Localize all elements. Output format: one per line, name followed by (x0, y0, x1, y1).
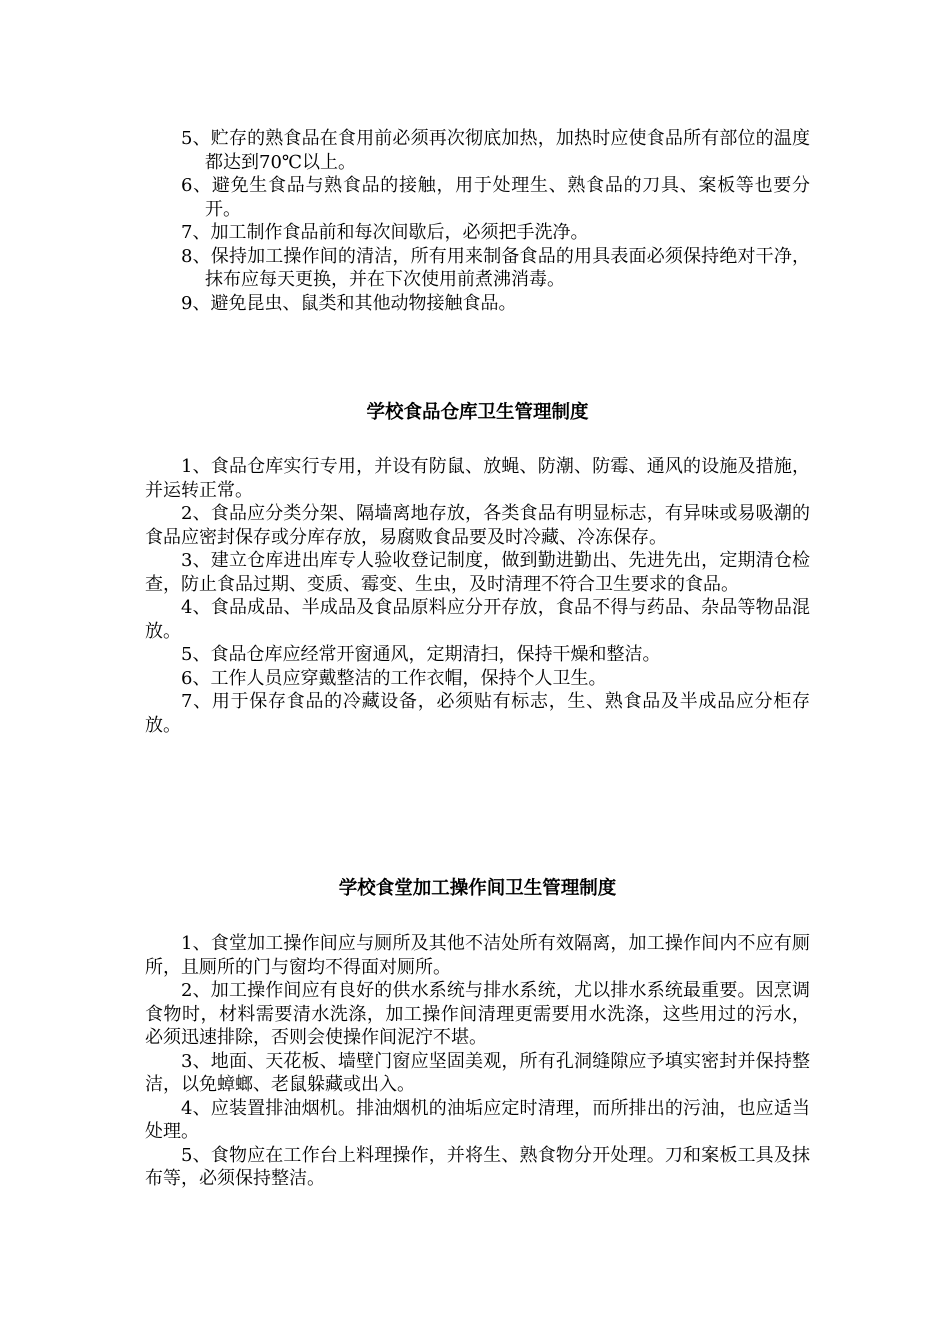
rule-item: 2、加工操作间应有良好的供水系统与排水系统，尤以排水系统最重要。因烹调食物时，材料需要清水洗涤，加工操作间清理更需要用水洗涤，这些用过的污水，必须迅速排除，否则会使操作间泥泞不堪。 (145, 980, 810, 1048)
rule-item: 5、食物应在工作台上料理操作，并将生、熟食物分开处理。刀和案板工具及抹布等，必须保持整洁。 (145, 1144, 810, 1189)
rule-item: 2、食品应分类分架、隔墙离地存放，各类食品有明显标志，有异味或易吸潮的食品应密封保存或分库存放，易腐败食品要及时冷藏、冷冻保存。 (145, 503, 810, 548)
processing-section-title: 学校食堂加工操作间卫生管理制度 (338, 878, 617, 899)
section-processing-rules (145, 932, 810, 1191)
rule-item: 9、避免昆虫、鼠类和其他动物接触食品。 (181, 292, 517, 314)
section-food-handling-rules (145, 127, 810, 315)
section-warehouse-rules (145, 455, 810, 737)
rule-item: 4、食品成品、半成品及食品原料应分开存放，食品不得与药品、杂品等物品混放。 (145, 597, 810, 642)
rule-item: 1、食堂加工操作间应与厕所及其他不洁处所有效隔离，加工操作间内不应有厕所，且厕所的门与窗均不得面对厕所。 (145, 933, 810, 978)
rule-item: 5、贮存的熟食品在食用前必须再次彻底加热，加热时应使食品所有部位的温度都达到70℃以上。 (181, 128, 810, 173)
rule-item: 6、工作人员应穿戴整洁的工作衣帽，保持个人卫生。 (181, 667, 607, 689)
warehouse-section-title: 学校食品仓库卫生管理制度 (366, 402, 589, 423)
rule-item: 3、建立仓库进出库专人验收登记制度，做到勤进勤出、先进先出，定期清仓检查，防止食品过期、变质、霉变、生虫，及时清理不符合卫生要求的食品。 (145, 550, 810, 595)
rule-item: 6、避免生食品与熟食品的接触，用于处理生、熟食品的刀具、案板等也要分开。 (181, 175, 810, 220)
rule-item: 5、食品仓库应经常开窗通风，定期清扫，保持干燥和整洁。 (181, 644, 661, 665)
rule-item: 1、食品仓库实行专用，并设有防鼠、放蝇、防潮、防霉、通风的设施及措施，并运转正常。 (145, 456, 810, 501)
rule-item: 3、地面、天花板、墙壁门窗应坚固美观，所有孔洞缝隙应予填实密封并保持整洁，以免蟑螂、老鼠躲藏或出入。 (145, 1050, 810, 1095)
rule-item: 4、应装置排油烟机。排油烟机的油垢应定时清理，而所排出的污油，也应适当处理。 (145, 1097, 810, 1142)
rule-item: 8、保持加工操作间的清洁，所有用来制备食品的用具表面必须保持绝对干净，抹布应每天更换，并在下次使用前煮沸消毒。 (181, 245, 810, 290)
rule-item: 7、用于保存食品的冷藏设备，必须贴有标志，生、熟食品及半成品应分柜存放。 (145, 691, 810, 736)
rule-item: 7、加工制作食品前和每次间歇后，必须把手洗净。 (181, 222, 589, 243)
